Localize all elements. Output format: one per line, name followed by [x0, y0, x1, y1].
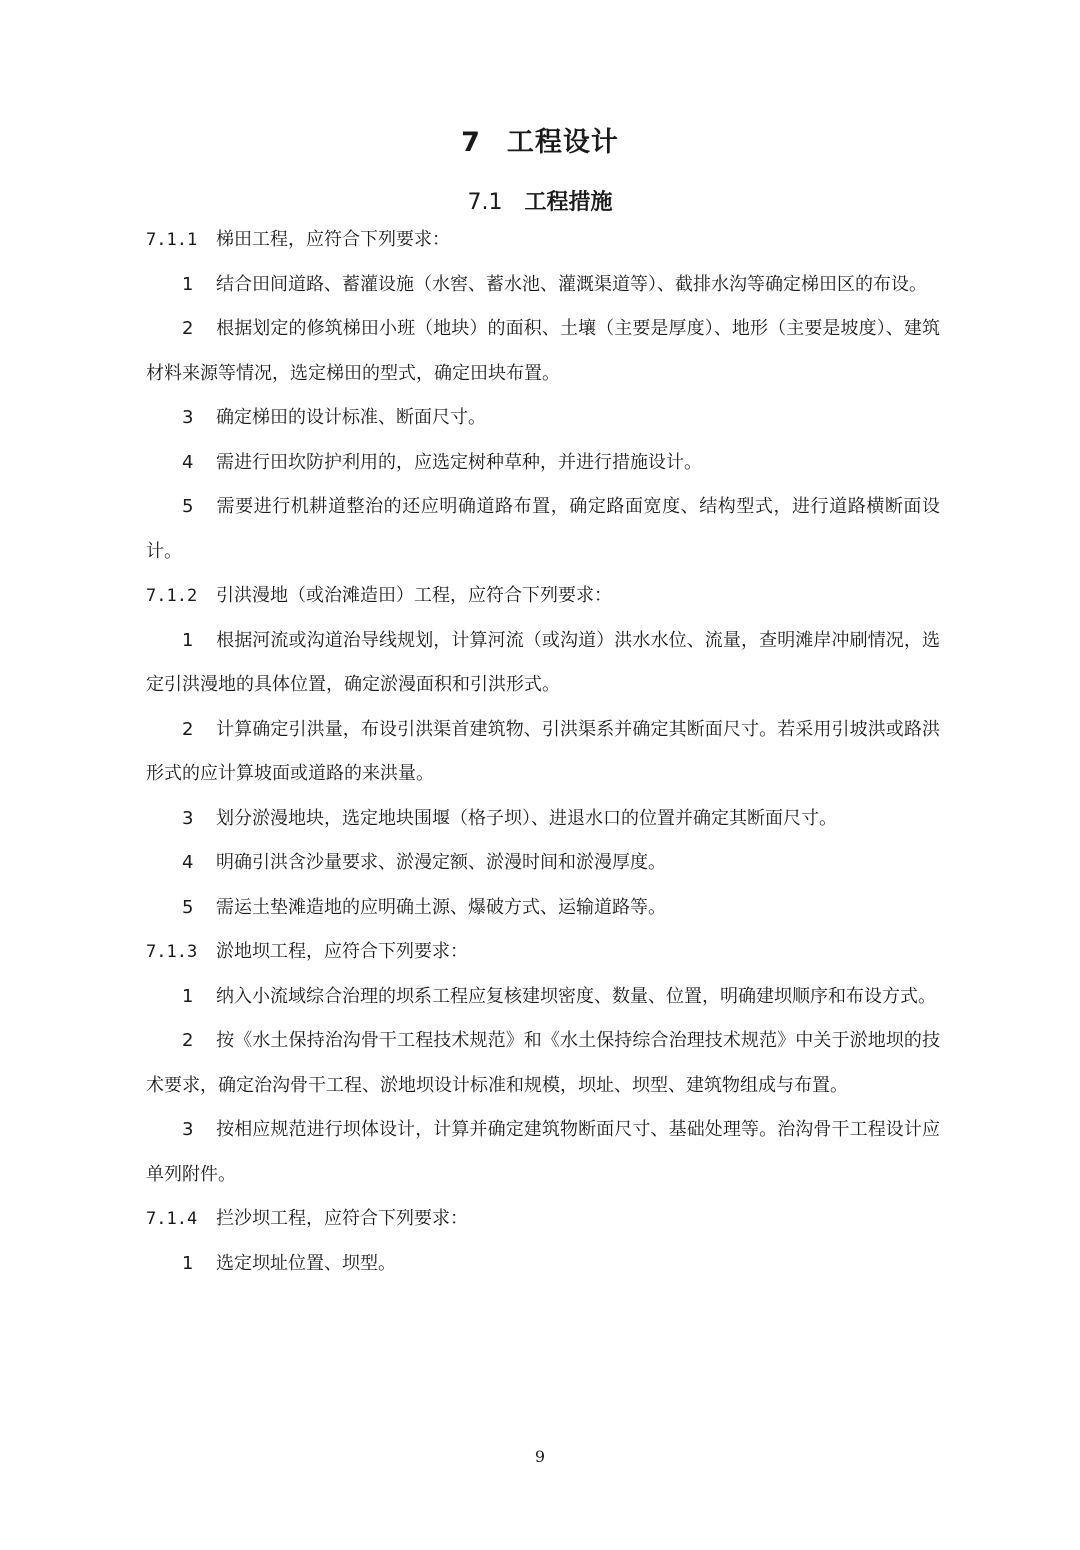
clause-number: 7.1.2: [146, 586, 198, 606]
chapter-title-text: 工程设计: [506, 127, 619, 158]
item-number: 1: [182, 629, 194, 651]
item-text: 划分淤漫地块，选定地块围堰（格子坝）、进退水口的位置并确定其断面尺寸。: [216, 807, 837, 829]
item-number: 2: [182, 718, 194, 740]
clause-number: 7.1.3: [146, 942, 198, 962]
document-body: [146, 218, 940, 1286]
list-item: [146, 841, 940, 886]
item-text: 确定梯田的设计标准、断面尺寸。: [216, 407, 486, 428]
list-item: [146, 263, 940, 308]
item-number: 5: [182, 496, 194, 517]
clause-heading: [146, 930, 940, 975]
clause-heading: [146, 1197, 940, 1242]
page-number: 9: [534, 1447, 546, 1466]
item-text: 需运土垫滩造地的应明确土源、爆破方式、运输道路等。: [216, 896, 666, 918]
list-item: [146, 485, 940, 574]
item-number: 3: [182, 807, 194, 829]
item-number: 3: [182, 407, 194, 428]
item-text: 需进行田坎防护利用的，应选定树种草种，并进行措施设计。: [216, 451, 702, 473]
item-number: 1: [182, 985, 194, 1007]
item-text: 结合田间道路、蓄灌设施（水窖、蓄水池、灌溉渠道等）、截排水沟等确定梯田区的布设。: [216, 273, 927, 295]
list-item: [146, 396, 940, 441]
list-item: [146, 708, 940, 797]
chapter-number: 7: [461, 127, 481, 158]
item-number: 2: [182, 318, 194, 339]
item-number: 5: [182, 896, 194, 918]
item-text: 根据划定的修筑梯田小班（地块）的面积、土壤（主要是厚度）、地形（主要是坡度）、建筑材料来源等情况，选定梯田的型式，确定田块布置。: [146, 318, 940, 384]
clause-text: 拦沙坝工程，应符合下列要求：: [216, 1208, 468, 1229]
item-number: 2: [182, 1030, 194, 1051]
item-text: 选定坝址位置、坝型。: [216, 1252, 396, 1274]
list-item: [146, 441, 940, 486]
item-number: 3: [182, 1119, 194, 1140]
clause-number: 7.1.4: [146, 1209, 198, 1229]
list-item: [146, 886, 940, 931]
item-text: 根据河流或沟道治导线规划，计算河流（或沟道）洪水水位、流量，查明滩岸冲刷情况，选定引洪漫地的具体位置，确定淤漫面积和引洪形式。: [146, 629, 940, 695]
section-number: 7.1: [467, 190, 503, 215]
list-item: [146, 619, 940, 708]
list-item: [146, 307, 940, 396]
list-item: [146, 1242, 940, 1287]
clause-number: 7.1.1: [146, 230, 198, 250]
clause-text: 梯田工程，应符合下列要求：: [216, 229, 450, 250]
list-item: [146, 1019, 940, 1108]
item-text: 计算确定引洪量，布设引洪渠首建筑物、引洪渠系并确定其断面尺寸。若采用引坡洪或路洪形式的应计算坡面或道路的来洪量。: [146, 718, 940, 784]
item-text: 按相应规范进行坝体设计，计算并确定建筑物断面尺寸、基础处理等。治沟骨干工程设计应单列附件。: [146, 1119, 940, 1185]
clause-text: 引洪漫地（或治滩造田）工程，应符合下列要求：: [216, 585, 612, 606]
item-number: 1: [182, 273, 194, 295]
clause-heading: [146, 574, 940, 619]
section-title: [0, 185, 1080, 216]
item-text: 需要进行机耕道整治的还应明确道路布置，确定路面宽度、结构型式，进行道路横断面设计。: [146, 496, 940, 562]
chapter-title: [0, 120, 1080, 159]
item-number: 4: [182, 451, 194, 473]
section-title-text: 工程措施: [524, 190, 613, 215]
item-text: 按《水土保持治沟骨干工程技术规范》和《水土保持综合治理技术规范》中关于淤地坝的技术要求，确定治沟骨干工程、淤地坝设计标准和规模，坝址、坝型、建筑物组成与布置。: [146, 1030, 940, 1096]
list-item: [146, 797, 940, 842]
item-number: 1: [182, 1252, 194, 1274]
list-item: [146, 1108, 940, 1197]
clause-heading: [146, 218, 940, 263]
list-item: [146, 975, 940, 1020]
item-number: 4: [182, 852, 194, 873]
item-text: 明确引洪含沙量要求、淤漫定额、淤漫时间和淤漫厚度。: [216, 852, 666, 873]
item-text: 纳入小流域综合治理的坝系工程应复核建坝密度、数量、位置，明确建坝顺序和布设方式。: [216, 985, 936, 1007]
clause-text: 淤地坝工程，应符合下列要求：: [216, 941, 468, 962]
